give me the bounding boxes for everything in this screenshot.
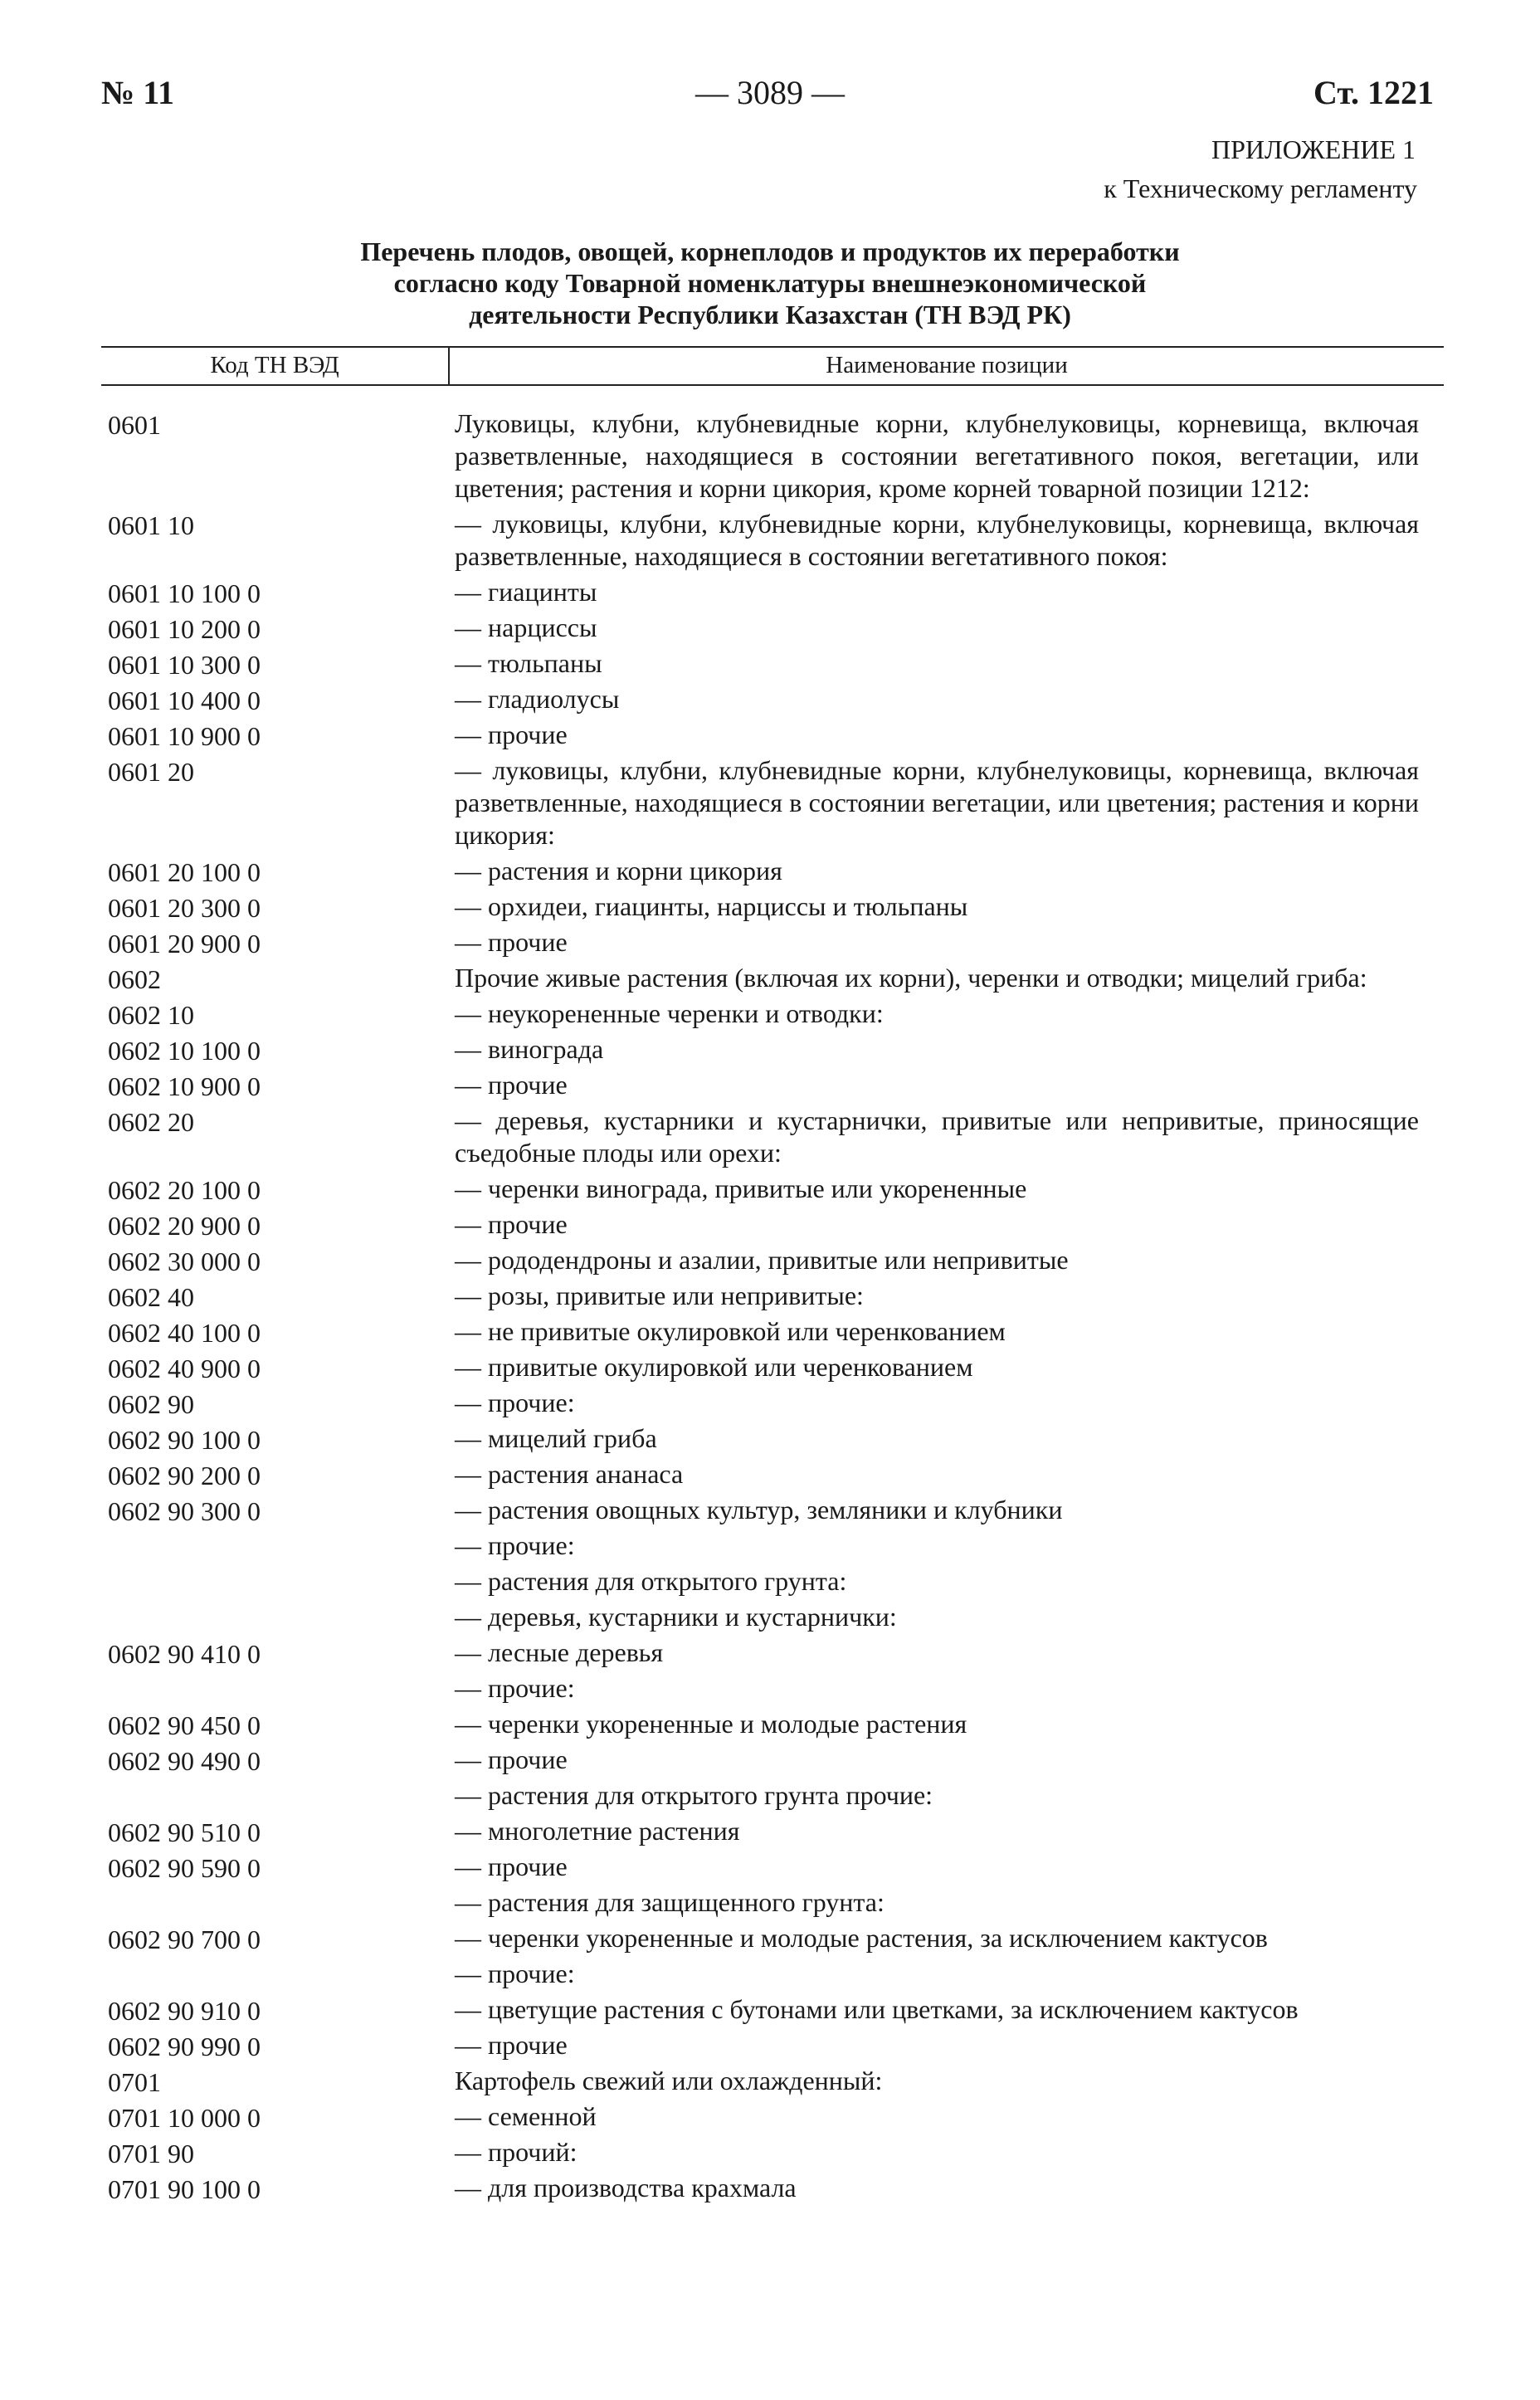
table-row bbox=[0, 1069, 1540, 1105]
table-row bbox=[0, 1458, 1540, 1494]
row-code: 0602 90 700 0 bbox=[108, 1924, 261, 1954]
table-row bbox=[0, 1601, 1540, 1637]
table-row bbox=[0, 1351, 1540, 1387]
row-description: Луковицы, клубни, клубневидные корни, клубнелуковицы, корневища, включая разветвленные, находящиеся в состоянии вегетативного покоя, вегетации, или цветения; растения и корни цикория, кроме корней товарной позиции 1212: bbox=[455, 408, 1419, 503]
row-description: — прочие: bbox=[455, 1959, 575, 1988]
row-description: — прочие: bbox=[455, 1388, 575, 1417]
row-code: 0601 10 100 0 bbox=[108, 578, 261, 608]
document-title bbox=[0, 236, 1540, 330]
table-row bbox=[0, 926, 1540, 962]
table-row bbox=[0, 1672, 1540, 1708]
table-row bbox=[0, 576, 1540, 612]
row-description: — многолетние растения bbox=[455, 1816, 740, 1846]
row-code: 0602 40 bbox=[108, 1282, 194, 1312]
table-row bbox=[0, 754, 1540, 855]
row-description: — прочие bbox=[455, 720, 568, 749]
table-row bbox=[0, 1033, 1540, 1069]
title-line-2: согласно коду Товарной номенклатуры внешнеэкономической bbox=[393, 268, 1147, 298]
row-description: — семенной bbox=[455, 2101, 597, 2131]
row-description: — рододендроны и азалии, привитые или непривитые bbox=[455, 1245, 1069, 1275]
row-code: 0701 90 bbox=[108, 2139, 194, 2168]
issue-number: № 11 bbox=[101, 74, 174, 111]
table-row bbox=[0, 1708, 1540, 1744]
row-description: — луковицы, клубни, клубневидные корни, клубнелуковицы, корневища, включая разветвленные, находящиеся в состоянии вегетативного покоя: bbox=[455, 509, 1419, 571]
table-row bbox=[0, 2136, 1540, 2172]
table-row bbox=[0, 1779, 1540, 1815]
row-description: — черенки укорененные и молодые растения, за исключением кактусов bbox=[455, 1923, 1268, 1953]
row-description: — тюльпаны bbox=[455, 648, 602, 678]
row-code: 0602 90 410 0 bbox=[108, 1639, 261, 1669]
row-description: — нарциссы bbox=[455, 612, 597, 642]
row-description: — деревья, кустарники и кустарнички, привитые или непривитые, приносящие съедобные плоды или орехи: bbox=[455, 1105, 1419, 1168]
row-description: — растения для открытого грунта: bbox=[455, 1566, 847, 1596]
row-code: 0601 20 300 0 bbox=[108, 893, 261, 923]
table-row bbox=[0, 1105, 1540, 1173]
row-description: — розы, привитые или непривитые: bbox=[455, 1280, 864, 1310]
row-description: — прочие bbox=[455, 927, 568, 957]
row-description: — гладиолусы bbox=[455, 684, 620, 714]
row-description: — лесные деревья bbox=[455, 1637, 664, 1667]
row-description: — деревья, кустарники и кустарнички: bbox=[455, 1602, 897, 1632]
row-code: 0602 20 bbox=[108, 1107, 194, 1137]
row-description: — не привитые окулировкой или черенкованием bbox=[455, 1316, 1006, 1346]
row-code: 0602 90 590 0 bbox=[108, 1853, 261, 1883]
row-description: — винограда bbox=[455, 1034, 604, 1064]
table-row bbox=[0, 1565, 1540, 1601]
row-description: — гиацинты bbox=[455, 577, 597, 607]
table-row bbox=[0, 855, 1540, 890]
row-code: 0601 10 bbox=[108, 510, 194, 540]
table-row bbox=[0, 1851, 1540, 1886]
row-description: Картофель свежий или охлажденный: bbox=[455, 2066, 883, 2095]
table-header-rule bbox=[101, 384, 1444, 386]
row-code: 0601 20 bbox=[108, 757, 194, 787]
table-row bbox=[0, 1958, 1540, 1993]
row-description: — мицелий гриба bbox=[455, 1423, 657, 1453]
row-description: — растения для защищенного грунта: bbox=[455, 1887, 885, 1917]
row-code: 0602 20 900 0 bbox=[108, 1211, 261, 1241]
row-code: 0701 bbox=[108, 2067, 161, 2097]
row-description: Прочие живые растения (включая их корни), черенки и отводки; мицелий гриба: bbox=[455, 963, 1367, 993]
table-row bbox=[0, 1922, 1540, 1958]
row-code: 0602 90 100 0 bbox=[108, 1425, 261, 1455]
row-code: 0602 10 bbox=[108, 1000, 194, 1030]
row-description: — черенки укорененные и молодые растения bbox=[455, 1709, 967, 1739]
row-description: — орхидеи, гиацинты, нарциссы и тюльпаны bbox=[455, 891, 968, 921]
table-row bbox=[0, 2029, 1540, 2065]
table-top-rule bbox=[101, 346, 1444, 348]
appendix-label: ПРИЛОЖЕНИЕ 1 bbox=[1211, 134, 1416, 164]
row-description: — прочие bbox=[455, 2030, 568, 2060]
table-row bbox=[0, 2172, 1540, 2207]
row-code: 0601 10 900 0 bbox=[108, 721, 261, 751]
row-code: 0602 90 300 0 bbox=[108, 1496, 261, 1526]
row-code: 0602 90 450 0 bbox=[108, 1710, 261, 1740]
row-description: — прочие bbox=[455, 1209, 568, 1239]
table-row bbox=[0, 1208, 1540, 1244]
table-row bbox=[0, 1315, 1540, 1351]
row-code: 0602 40 100 0 bbox=[108, 1318, 261, 1348]
row-description: — черенки винограда, привитые или укорененные bbox=[455, 1173, 1027, 1203]
table-row bbox=[0, 962, 1540, 998]
row-description: — прочие bbox=[455, 1851, 568, 1881]
row-description: — прочие: bbox=[455, 1673, 575, 1703]
row-code: 0601 20 900 0 bbox=[108, 929, 261, 959]
table-row bbox=[0, 719, 1540, 754]
row-description: — цветущие растения с бутонами или цветками, за исключением кактусов bbox=[455, 1994, 1299, 2024]
row-code: 0601 20 100 0 bbox=[108, 857, 261, 887]
row-description: — для производства крахмала bbox=[455, 2173, 797, 2202]
article-number: Ст. 1221 bbox=[1313, 74, 1434, 111]
row-code: 0602 10 900 0 bbox=[108, 1071, 261, 1101]
row-description: — привитые окулировкой или черенкованием bbox=[455, 1352, 973, 1382]
row-description: — прочие bbox=[455, 1744, 568, 1774]
table-row bbox=[0, 1529, 1540, 1565]
page-number: — 3089 — bbox=[695, 74, 845, 111]
table-row bbox=[0, 1637, 1540, 1672]
row-description: — растения для открытого грунта прочие: bbox=[455, 1780, 933, 1810]
row-description: — растения овощных культур, земляники и клубники bbox=[455, 1495, 1063, 1524]
table-row bbox=[0, 1744, 1540, 1779]
table-row bbox=[0, 1886, 1540, 1922]
table-row bbox=[0, 647, 1540, 683]
table-row bbox=[0, 2100, 1540, 2136]
table-row bbox=[0, 2065, 1540, 2100]
table-row bbox=[0, 1244, 1540, 1280]
row-code: 0602 90 910 0 bbox=[108, 1996, 261, 2026]
row-code: 0602 90 200 0 bbox=[108, 1461, 261, 1490]
row-code: 0601 bbox=[108, 410, 161, 440]
row-code: 0601 10 300 0 bbox=[108, 650, 261, 680]
row-description: — растения и корни цикория bbox=[455, 856, 782, 885]
row-description: — прочие bbox=[455, 1070, 568, 1100]
row-code: 0701 90 100 0 bbox=[108, 2174, 261, 2204]
row-code: 0602 bbox=[108, 964, 161, 994]
row-description: — неукорененные черенки и отводки: bbox=[455, 998, 884, 1028]
title-line-3: деятельности Республики Казахстан (ТН ВЭД РК) bbox=[469, 300, 1071, 329]
table-row bbox=[0, 612, 1540, 647]
row-code: 0601 10 400 0 bbox=[108, 685, 261, 715]
row-description: — луковицы, клубни, клубневидные корни, клубнелуковицы, корневища, включая разветвленные, находящиеся в состоянии вегетации, или цветения; растения и корни цикория: bbox=[455, 755, 1419, 850]
row-code: 0602 90 510 0 bbox=[108, 1817, 261, 1847]
row-code: 0601 10 200 0 bbox=[108, 614, 261, 644]
table-body bbox=[0, 407, 1540, 2207]
table-row bbox=[0, 683, 1540, 719]
row-code: 0602 90 bbox=[108, 1389, 194, 1419]
table-row bbox=[0, 1173, 1540, 1208]
column-header-name: Наименование позиции bbox=[826, 352, 1068, 378]
row-code: 0602 90 990 0 bbox=[108, 2032, 261, 2061]
row-code: 0602 40 900 0 bbox=[108, 1354, 261, 1383]
title-line-1: Перечень плодов, овощей, корнеплодов и продуктов их переработки bbox=[360, 237, 1180, 266]
row-code: 0602 90 490 0 bbox=[108, 1746, 261, 1776]
row-code: 0701 10 000 0 bbox=[108, 2103, 261, 2133]
table-row bbox=[0, 508, 1540, 576]
row-description: — растения ананаса bbox=[455, 1459, 684, 1489]
table-row bbox=[0, 1387, 1540, 1422]
row-code: 0602 10 100 0 bbox=[108, 1036, 261, 1066]
table-row bbox=[0, 1815, 1540, 1851]
table-row bbox=[0, 890, 1540, 926]
table-row bbox=[0, 407, 1540, 508]
table-row bbox=[0, 1494, 1540, 1529]
table-row bbox=[0, 1280, 1540, 1315]
table-row bbox=[0, 1993, 1540, 2029]
row-description: — прочие: bbox=[455, 1530, 575, 1560]
row-code: 0602 20 100 0 bbox=[108, 1175, 261, 1205]
table-row bbox=[0, 1422, 1540, 1458]
column-header-code: Код ТН ВЭД bbox=[210, 352, 339, 378]
appendix-reference: к Техническому регламенту bbox=[1104, 173, 1417, 203]
table-row bbox=[0, 998, 1540, 1033]
row-description: — прочий: bbox=[455, 2137, 578, 2167]
row-code: 0602 30 000 0 bbox=[108, 1246, 261, 1276]
